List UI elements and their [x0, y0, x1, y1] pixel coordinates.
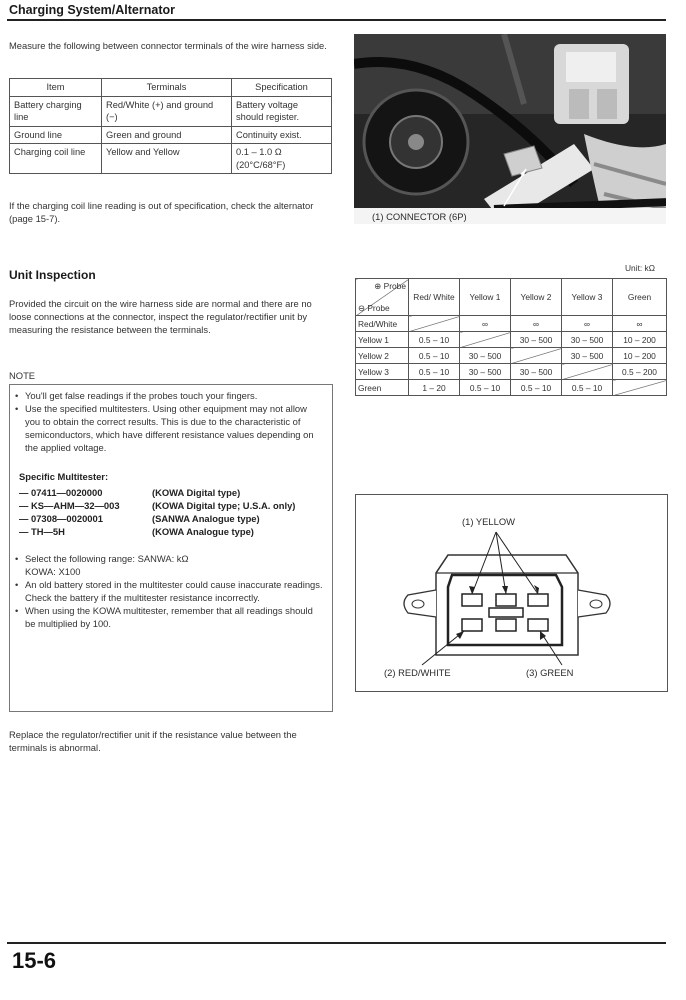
resistance-row-label: Yellow 3 — [356, 364, 409, 380]
resistance-value-cell: 0.5 – 10 — [409, 364, 460, 380]
connector-photo — [354, 34, 666, 224]
resistance-value-cell: ∞ — [562, 316, 613, 332]
note-box — [9, 384, 333, 712]
spec-row — [10, 144, 332, 174]
probe-positive-label: ⊕ Probe — [374, 281, 406, 291]
probe-corner-cell — [356, 279, 409, 316]
multitester-row: — TH—5H (KOWA Analogue type) — [19, 526, 254, 537]
resistance-value-cell: 30 – 500 — [562, 348, 613, 364]
resistance-row-label: Yellow 1 — [356, 332, 409, 348]
resistance-value-cell: 10 – 200 — [613, 348, 667, 364]
label-red-white: (2) RED/WHITE — [384, 667, 451, 678]
resistance-value-cell: 0.5 – 10 — [460, 380, 511, 396]
note-item: • You'll get false readings if the probes touch your fingers. — [10, 389, 323, 402]
resistance-row — [356, 332, 667, 348]
unit-inspection-title: Unit Inspection — [9, 268, 96, 282]
footer-rule — [7, 942, 666, 944]
connector-diagram-box — [355, 494, 668, 692]
spec-header-terminals: Terminals — [102, 79, 232, 97]
resistance-value-cell: 30 – 500 — [460, 348, 511, 364]
resistance-value-cell: ∞ — [511, 316, 562, 332]
resistance-row — [356, 364, 667, 380]
spec-cell: Ground line — [10, 126, 102, 144]
spec-cell: Yellow and Yellow — [102, 144, 232, 174]
multitester-row: — KS—AHM—32—003 (KOWA Digital type; U.S.A. only) — [19, 500, 296, 511]
resistance-table — [355, 278, 667, 396]
spec-cell: Charging coil line — [10, 144, 102, 174]
multitester-row: — 07308—0020001 (SANWA Analogue type) — [19, 513, 260, 524]
page-number: 15-6 — [12, 948, 57, 973]
resistance-value-cell: ∞ — [460, 316, 511, 332]
resistance-value-cell: 0.5 – 200 — [613, 364, 667, 380]
photo-caption: (1) CONNECTOR (6P) — [372, 211, 467, 222]
multitester-heading: Specific Multitester: — [19, 471, 109, 482]
column-header: Yellow 1 — [460, 279, 511, 316]
resistance-row-label: Yellow 2 — [356, 348, 409, 364]
spec-cell: Green and ground — [102, 126, 232, 144]
note-item: • Use the specified multitesters. Using other equipment may not allow you to obtain the correct results. This is due to the characteristic of semiconductors, which have different resistance values depending on the applied voltage. — [10, 402, 323, 454]
unit-label: Unit: kΩ — [625, 263, 655, 273]
column-header: Green — [613, 279, 667, 316]
resistance-diagonal-cell — [460, 332, 511, 348]
resistance-diagonal-cell — [613, 380, 667, 396]
label-yellow: (1) YELLOW — [462, 516, 515, 527]
note-range-item: • Select the following range: SANWA: kΩ KOWA: X100 — [10, 552, 195, 578]
resistance-value-cell: ∞ — [613, 316, 667, 332]
column-header: Yellow 3 — [562, 279, 613, 316]
resistance-value-cell: 10 – 200 — [613, 332, 667, 348]
label-green: (3) GREEN — [526, 667, 574, 678]
resistance-value-cell: 30 – 500 — [460, 364, 511, 380]
note-range-item: • An old battery stored in the multitester could cause inaccurate readings. Check the battery if the multitester resistance incorrectly. — [10, 578, 323, 604]
column-header: Yellow 2 — [511, 279, 562, 316]
spec-header-specification: Specification — [232, 79, 332, 97]
resistance-row-label: Green — [356, 380, 409, 396]
probe-negative-label: ⊖ Probe — [358, 303, 390, 313]
intro-text: Measure the following between connector terminals of the wire harness side. — [9, 40, 327, 51]
resistance-value-cell: 30 – 500 — [511, 332, 562, 348]
spec-row — [10, 96, 332, 126]
unit-inspection-body: Provided the circuit on the wire harness side are normal and there are no loose connections at the connector, inspect the regulator/rectifier unit by measuring the resistance between the terminals. — [9, 298, 312, 335]
resistance-value-cell: 0.5 – 10 — [511, 380, 562, 396]
page-header-title: Charging System/Alternator — [9, 3, 176, 17]
column-header: Red/ White — [409, 279, 460, 316]
resistance-diagonal-cell — [562, 364, 613, 380]
resistance-value-cell: 1 – 20 — [409, 380, 460, 396]
resistance-value-cell: 30 – 500 — [511, 364, 562, 380]
spec-cell: Battery charging line — [10, 96, 102, 126]
resistance-row-label: Red/White — [356, 316, 409, 332]
resistance-value-cell: 0.5 – 10 — [409, 332, 460, 348]
multitester-row: — 07411—0020000 (KOWA Digital type) — [19, 487, 241, 498]
out-of-spec-text: If the charging coil line reading is out of specification, check the alternator (page 15-7). — [9, 200, 314, 224]
resistance-row — [356, 348, 667, 364]
spec-cell: Battery voltage should register. — [232, 96, 332, 126]
resistance-value-cell: 30 – 500 — [562, 332, 613, 348]
resistance-value-cell: 0.5 – 10 — [562, 380, 613, 396]
connector-drawing — [356, 495, 667, 691]
spec-cell: 0.1 – 1.0 Ω (20°C/68°F) — [232, 144, 332, 174]
spec-row — [10, 126, 332, 144]
spec-cell: Red/White (+) and ground (−) — [102, 96, 232, 126]
multitester-list — [19, 486, 319, 538]
note-label: NOTE — [9, 370, 36, 381]
resistance-value-cell: 0.5 – 10 — [409, 348, 460, 364]
spec-table — [9, 78, 332, 174]
replace-text: Replace the regulator/rectifier unit if the resistance value between the terminals is abnormal. — [9, 729, 297, 753]
spec-header-item: Item — [10, 79, 102, 97]
note-range-item: • When using the KOWA multitester, remember that all readings should be multiplied by 100. — [10, 604, 323, 630]
resistance-diagonal-cell — [409, 316, 460, 332]
resistance-row — [356, 316, 667, 332]
resistance-row — [356, 380, 667, 396]
header-rule — [7, 19, 666, 21]
resistance-diagonal-cell — [511, 348, 562, 364]
spec-cell: Continuity exist. — [232, 126, 332, 144]
